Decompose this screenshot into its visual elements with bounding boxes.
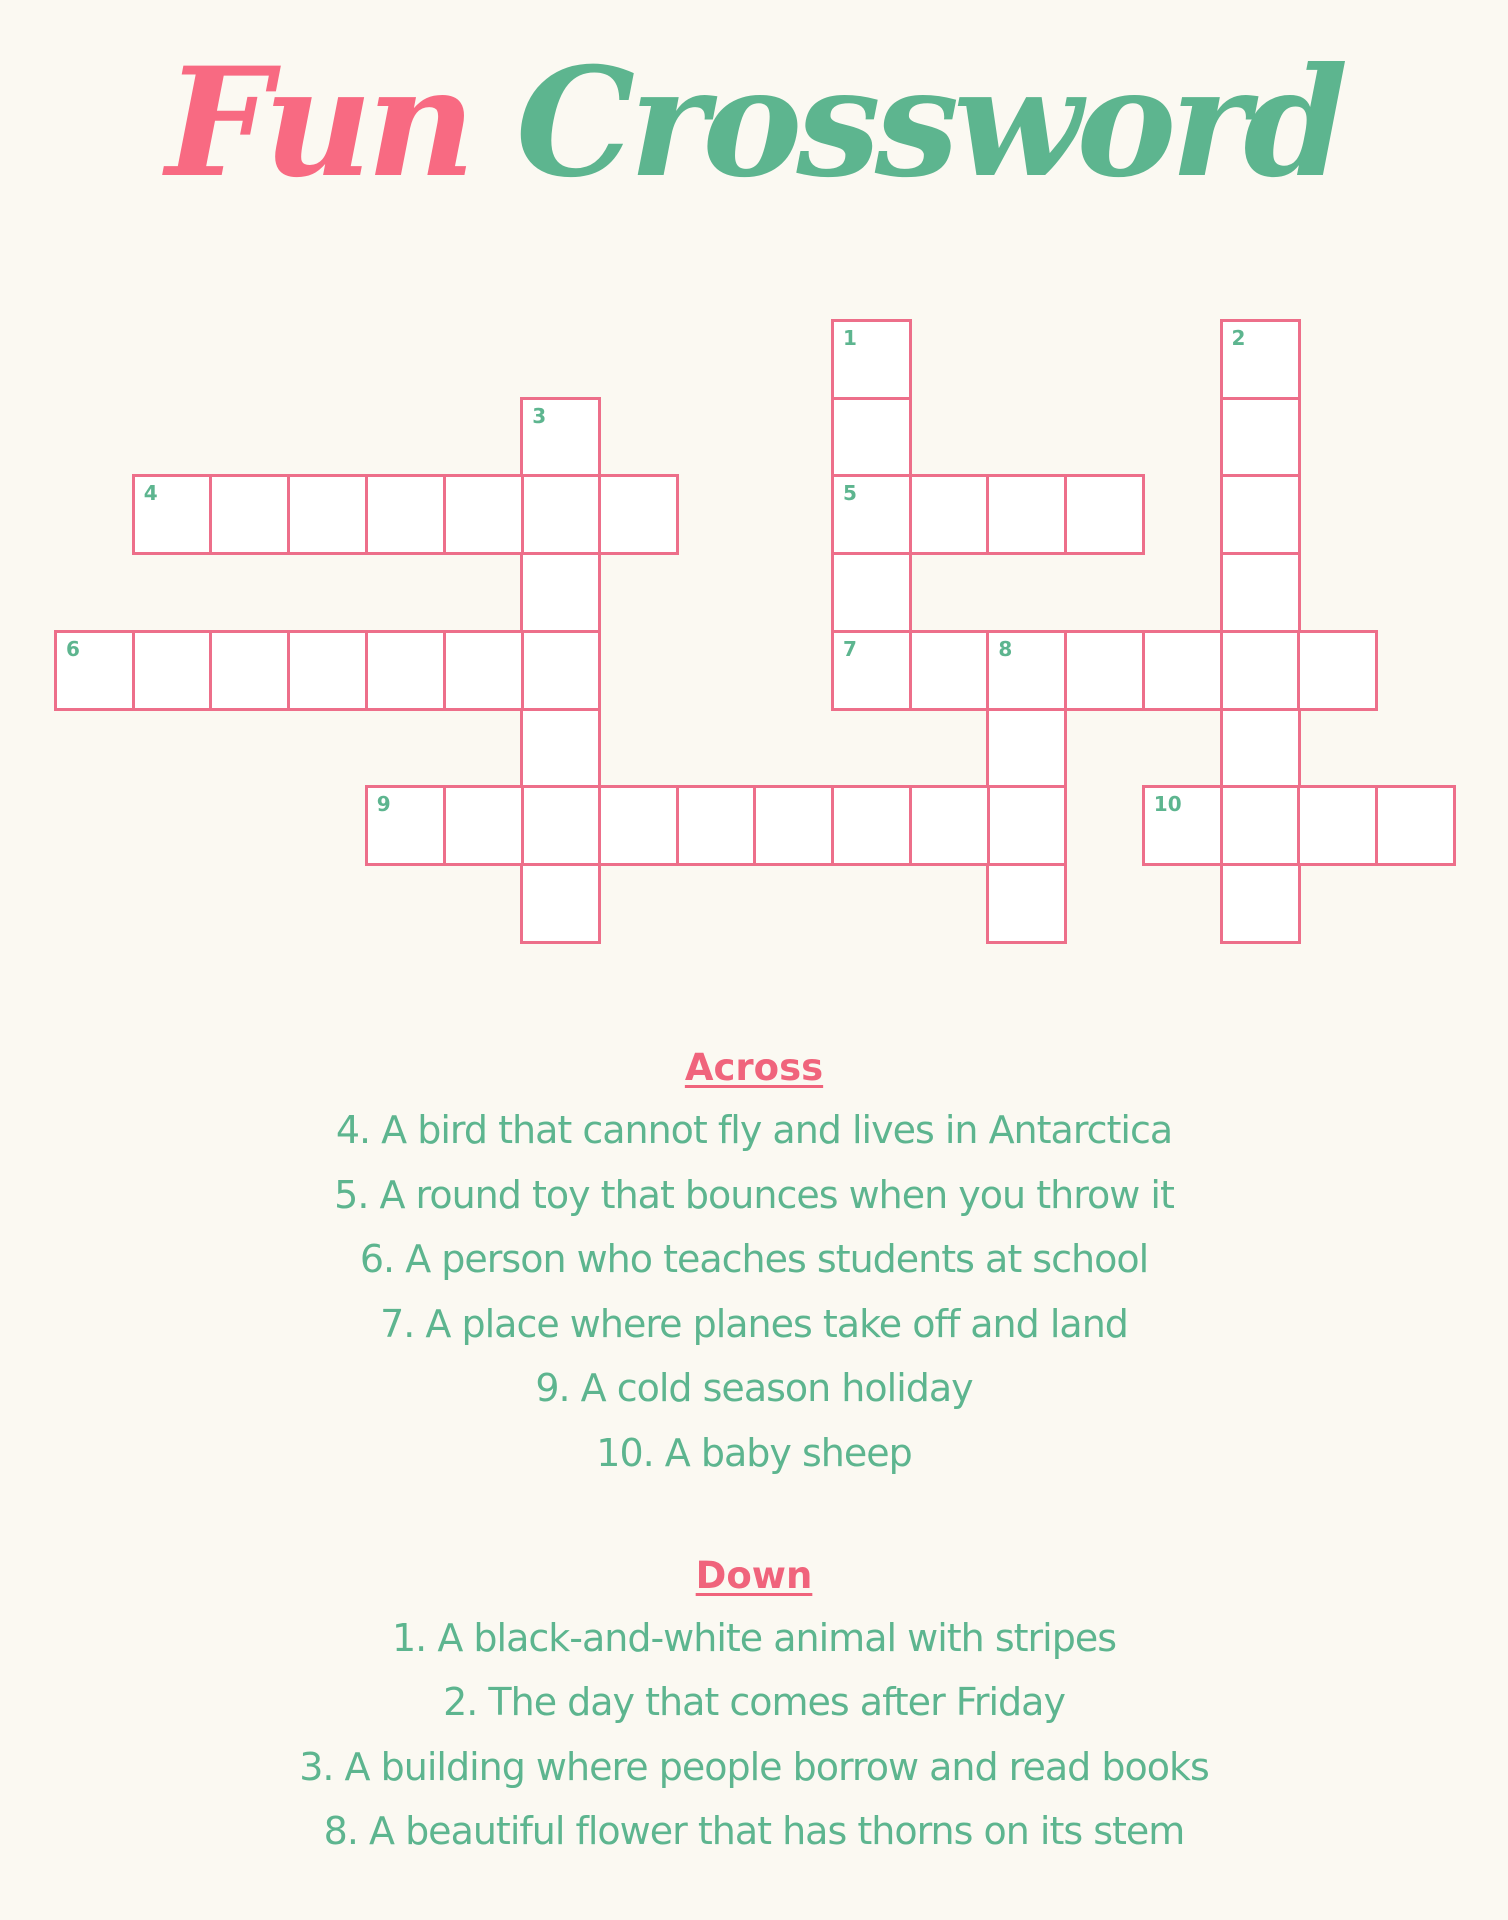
grid-cell[interactable] <box>1220 319 1301 400</box>
grid-cell[interactable] <box>132 630 213 711</box>
clue-number: 10 <box>1153 792 1182 817</box>
grid-cell[interactable] <box>1375 785 1456 866</box>
clue-number: 5 <box>843 481 857 506</box>
across-clue: 6. A person who teaches students at school <box>359 1237 1149 1282</box>
grid-cell[interactable] <box>1064 474 1145 555</box>
grid-cell[interactable] <box>986 474 1067 555</box>
grid-cell[interactable] <box>443 630 524 711</box>
grid-cell[interactable] <box>132 474 213 555</box>
grid-cell[interactable] <box>831 785 912 866</box>
clue-number: 7 <box>843 636 857 661</box>
grid-cell[interactable] <box>986 708 1067 789</box>
clue-number: 6 <box>66 636 80 661</box>
grid-cell[interactable] <box>520 785 601 866</box>
grid-cell[interactable] <box>520 863 601 944</box>
grid-cell[interactable] <box>1220 630 1301 711</box>
grid-cell[interactable] <box>1220 785 1301 866</box>
grid-cell[interactable] <box>1220 863 1301 944</box>
down-clue: 3. A building where people borrow and read books <box>299 1744 1209 1789</box>
grid-cell[interactable] <box>520 474 601 555</box>
grid-cell[interactable] <box>1142 785 1223 866</box>
clue-number: 2 <box>1231 326 1246 350</box>
grid-cell[interactable] <box>209 630 290 711</box>
grid-cell[interactable] <box>1220 552 1301 633</box>
grid-cell[interactable] <box>287 474 368 555</box>
clue-number: 3 <box>532 403 547 428</box>
grid-cell[interactable] <box>365 630 446 711</box>
grid-cell[interactable] <box>831 474 912 555</box>
grid-cell[interactable] <box>831 397 912 478</box>
grid-cell[interactable] <box>520 552 601 633</box>
clue-number: 9 <box>376 792 391 817</box>
grid-cell[interactable] <box>365 785 446 866</box>
grid-cell[interactable] <box>520 708 601 789</box>
grid-cell[interactable] <box>831 630 912 711</box>
grid-cell[interactable] <box>831 319 912 400</box>
grid-cell[interactable] <box>676 785 757 866</box>
down-section <box>0 1546 1508 1864</box>
grid-cell[interactable] <box>909 474 990 555</box>
clue-number: 1 <box>843 326 857 350</box>
grid-cell[interactable] <box>443 785 524 866</box>
grid-cell[interactable] <box>54 630 135 711</box>
clues-panel <box>0 1038 1508 1864</box>
grid-cell[interactable] <box>1142 630 1223 711</box>
across-clue: 7. A place where planes take off and land <box>380 1301 1128 1346</box>
across-clue: 10. A baby sheep <box>596 1430 912 1475</box>
down-clue: 1. A black-and-white animal with stripes <box>391 1615 1116 1660</box>
grid-cell[interactable] <box>520 397 601 478</box>
clue-number: 4 <box>143 481 158 506</box>
clue-number: 8 <box>998 636 1013 661</box>
down-clue: 2. The day that comes after Friday <box>443 1680 1065 1725</box>
grid-cell[interactable] <box>1220 708 1301 789</box>
grid-cell[interactable] <box>443 474 524 555</box>
grid-cell[interactable] <box>1297 785 1378 866</box>
grid-cell[interactable] <box>1220 397 1301 478</box>
across-clue: 9. A cold season holiday <box>535 1366 973 1411</box>
grid-cell[interactable] <box>598 474 679 555</box>
grid-cell[interactable] <box>986 785 1067 866</box>
title-word-crossword: Crossword <box>515 35 1343 211</box>
down-heading: Down <box>695 1553 813 1597</box>
grid-cell[interactable] <box>986 863 1067 944</box>
across-heading: Across <box>684 1046 824 1089</box>
grid-cell[interactable] <box>1064 630 1145 711</box>
grid-cell[interactable] <box>1297 630 1378 711</box>
grid-cell[interactable] <box>520 630 601 711</box>
grid-cell[interactable] <box>909 785 990 866</box>
grid-cell[interactable] <box>753 785 834 866</box>
grid-cell[interactable] <box>209 474 290 555</box>
across-section <box>0 1038 1508 1486</box>
grid-cell[interactable] <box>909 630 990 711</box>
across-clue: 5. A round toy that bounces when you throw it <box>334 1172 1174 1217</box>
grid-cell[interactable] <box>1220 474 1301 555</box>
down-clue: 8. A beautiful flower that has thorns on its stem <box>323 1809 1185 1854</box>
grid-cell[interactable] <box>598 785 679 866</box>
grid-cell[interactable] <box>287 630 368 711</box>
grid-cell[interactable] <box>831 552 912 633</box>
grid-cell[interactable] <box>986 630 1067 711</box>
title-word-fun: Fun <box>165 35 470 211</box>
across-clue: 4. A bird that cannot fly and lives in Antarctica <box>335 1108 1173 1152</box>
grid-cell[interactable] <box>365 474 446 555</box>
